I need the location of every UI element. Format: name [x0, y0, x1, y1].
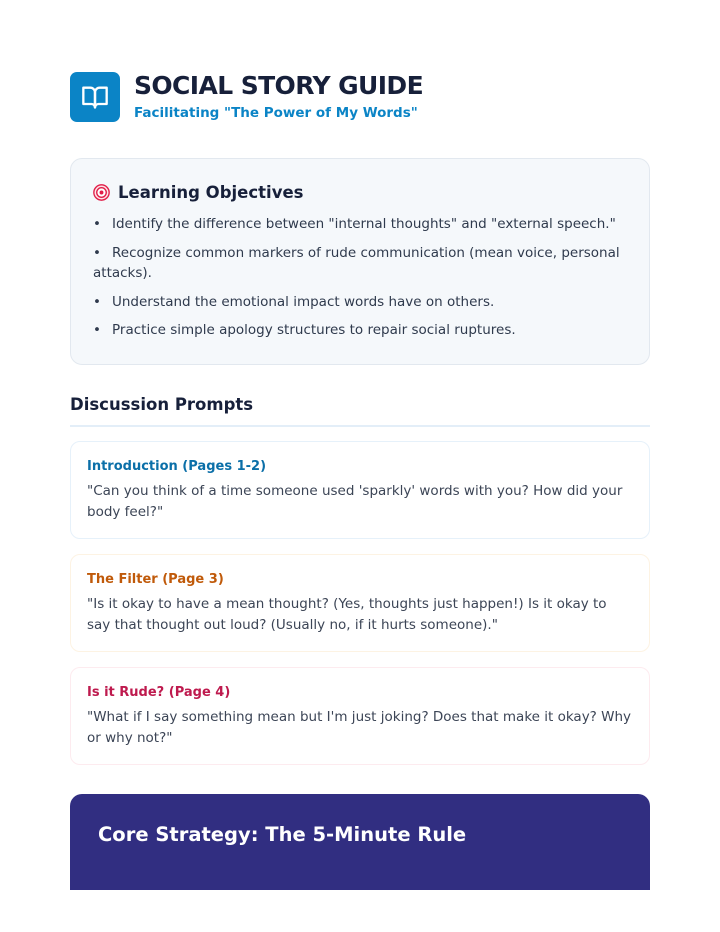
- strategy-title: Core Strategy: The 5-Minute Rule: [98, 823, 467, 846]
- objectives-heading: Learning Objectives: [118, 183, 304, 202]
- page-subtitle: Facilitating "The Power of My Words": [134, 105, 418, 121]
- prompt-title: Introduction (Pages 1-2): [87, 459, 267, 474]
- prompt-text: "Is it okay to have a mean thought? (Yes, thoughts just happen!) Is it okay to say that thought out loud? (Usually no, if it hurts someone).": [87, 596, 607, 633]
- objectives-list: [93, 214, 627, 341]
- page-title: SOCIAL STORY GUIDE: [134, 71, 424, 100]
- discussion-heading: Discussion Prompts: [70, 395, 254, 414]
- prompt-title: Is it Rude? (Page 4): [87, 685, 231, 700]
- open-book-icon: [81, 83, 109, 111]
- learning-objectives-card: [70, 158, 650, 365]
- list-item: • Recognize common markers of rude communication (mean voice, personal attacks).: [93, 244, 620, 281]
- list-item: • Understand the emotional impact words have on others.: [93, 293, 495, 310]
- target-icon: [93, 184, 110, 201]
- core-strategy-banner: [70, 794, 650, 890]
- prompt-card-filter: [70, 554, 650, 652]
- guide-header: [70, 72, 423, 122]
- prompt-card-introduction: [70, 441, 650, 539]
- prompt-text: "Can you think of a time someone used 'sparkly' words with you? How did your body feel?": [87, 483, 623, 520]
- list-item: • Identify the difference between "internal thoughts" and "external speech.": [93, 216, 616, 232]
- section-divider: [70, 425, 650, 427]
- list-item: • Practice simple apology structures to repair social ruptures.: [93, 322, 516, 338]
- prompt-card-is-it-rude: [70, 667, 650, 765]
- prompt-title: The Filter (Page 3): [87, 572, 224, 587]
- prompt-text: "What if I say something mean but I'm just joking? Does that make it okay? Why or why not?": [87, 709, 632, 746]
- logo: [70, 72, 120, 122]
